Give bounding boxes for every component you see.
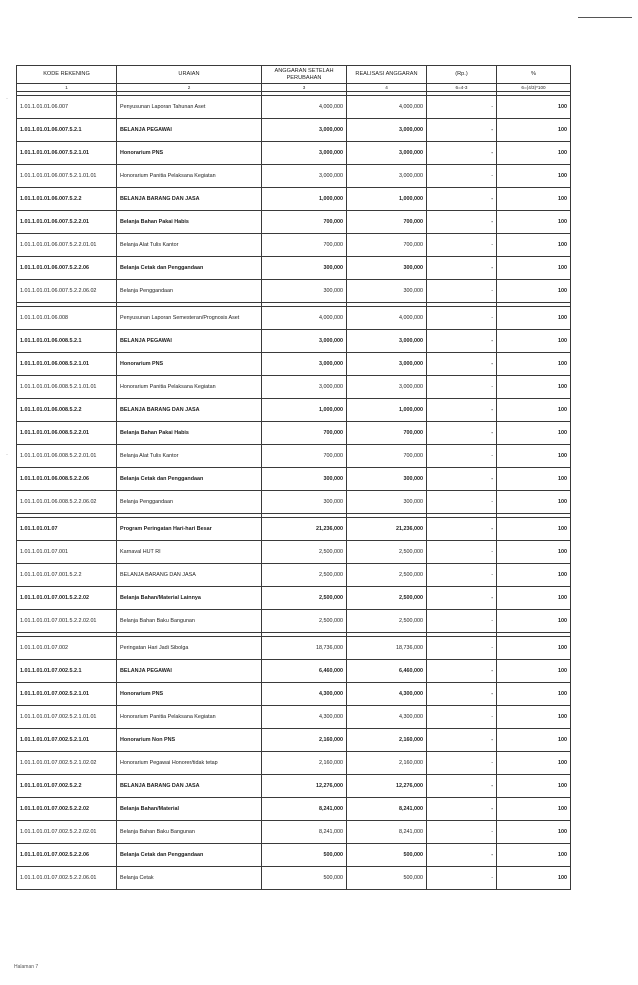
- cell-diff: -: [427, 564, 497, 587]
- cell-pct: 100: [497, 518, 571, 541]
- table-row: [17, 491, 571, 514]
- cell-budget: 3,000,000: [262, 165, 347, 188]
- cell-real: 2,160,000: [347, 752, 427, 775]
- cell-real: 12,276,000: [347, 775, 427, 798]
- cell-code: 1.01.1.01.01.07.002.5.2.1: [17, 660, 117, 683]
- cell-diff: -: [427, 610, 497, 633]
- table-row: [17, 376, 571, 399]
- cell-budget: 500,000: [262, 867, 347, 890]
- table-row: [17, 422, 571, 445]
- cell-pct: 100: [497, 660, 571, 683]
- cell-real: 1,000,000: [347, 188, 427, 211]
- cell-code: 1.01.1.01.01.07.002.5.2.2.02.01: [17, 821, 117, 844]
- cell-pct: 100: [497, 376, 571, 399]
- cell-budget: 12,276,000: [262, 775, 347, 798]
- table-row: [17, 844, 571, 867]
- cell-budget: 8,241,000: [262, 798, 347, 821]
- table-row: [17, 353, 571, 376]
- cell-code: 1.01.1.01.01.06.007.5.2.2.06.02: [17, 280, 117, 303]
- cell-desc: BELANJA PEGAWAI: [117, 660, 262, 683]
- cell-pct: 100: [497, 683, 571, 706]
- cell-diff: -: [427, 729, 497, 752]
- cell-desc: Honorarium Panitia Pelaksana Kegiatan: [117, 165, 262, 188]
- cell-budget: 1,000,000: [262, 399, 347, 422]
- cell-code: 1.01.1.01.01.07.002.5.2.2.06.01: [17, 867, 117, 890]
- cell-real: 4,000,000: [347, 96, 427, 119]
- cell-pct: 100: [497, 280, 571, 303]
- table-row: [17, 188, 571, 211]
- cell-pct: 100: [497, 188, 571, 211]
- cell-real: 3,000,000: [347, 330, 427, 353]
- cell-pct: 100: [497, 211, 571, 234]
- cell-budget: 300,000: [262, 491, 347, 514]
- table-row: [17, 637, 571, 660]
- cell-diff: -: [427, 376, 497, 399]
- cell-diff: -: [427, 280, 497, 303]
- table-row: [17, 142, 571, 165]
- table-row: [17, 867, 571, 890]
- table-row: [17, 706, 571, 729]
- cell-diff: -: [427, 445, 497, 468]
- cell-real: 300,000: [347, 468, 427, 491]
- cell-pct: 100: [497, 587, 571, 610]
- cell-real: 3,000,000: [347, 353, 427, 376]
- cell-real: 500,000: [347, 844, 427, 867]
- cell-pct: 100: [497, 142, 571, 165]
- cell-budget: 6,460,000: [262, 660, 347, 683]
- cell-budget: 8,241,000: [262, 821, 347, 844]
- cell-diff: -: [427, 660, 497, 683]
- cell-diff: -: [427, 211, 497, 234]
- cell-budget: 300,000: [262, 280, 347, 303]
- cell-code: 1.01.1.01.01.06.007.5.2.2.01: [17, 211, 117, 234]
- col-number: 6=4-3: [427, 84, 497, 92]
- table-row: [17, 775, 571, 798]
- cell-diff: -: [427, 330, 497, 353]
- cell-code: 1.01.1.01.01.06.007: [17, 96, 117, 119]
- cell-pct: 100: [497, 353, 571, 376]
- cell-budget: 4,000,000: [262, 96, 347, 119]
- table-row: [17, 683, 571, 706]
- cell-diff: -: [427, 96, 497, 119]
- cell-real: 700,000: [347, 445, 427, 468]
- header-anggaran: ANGGARAN SETELAH PERUBAHAN: [262, 66, 347, 84]
- cell-code: 1.01.1.01.01.06.008.5.2.2.06.02: [17, 491, 117, 514]
- cell-desc: Belanja Bahan Baku Bangunan: [117, 610, 262, 633]
- cell-code: 1.01.1.01.01.06.008.5.2.1.01: [17, 353, 117, 376]
- cell-desc: Honorarium Non PNS: [117, 729, 262, 752]
- cell-pct: 100: [497, 330, 571, 353]
- cell-desc: Program Peringatan Hari-hari Besar: [117, 518, 262, 541]
- cell-desc: Belanja Bahan Baku Bangunan: [117, 821, 262, 844]
- cell-code: 1.01.1.01.01.06.007.5.2.1.01.01: [17, 165, 117, 188]
- cell-pct: 100: [497, 798, 571, 821]
- cell-real: 8,241,000: [347, 821, 427, 844]
- table-row: [17, 119, 571, 142]
- table-row: [17, 821, 571, 844]
- cell-code: 1.01.1.01.01.06.008.5.2.2.06: [17, 468, 117, 491]
- cell-real: 4,300,000: [347, 683, 427, 706]
- cell-budget: 2,500,000: [262, 564, 347, 587]
- header-uraian: URAIAN: [117, 66, 262, 84]
- cell-diff: -: [427, 821, 497, 844]
- cell-diff: -: [427, 142, 497, 165]
- cell-diff: -: [427, 353, 497, 376]
- cell-desc: Belanja Bahan Pakai Habis: [117, 422, 262, 445]
- table-row: [17, 257, 571, 280]
- cell-desc: BELANJA PEGAWAI: [117, 119, 262, 142]
- cell-budget: 2,500,000: [262, 587, 347, 610]
- cell-pct: 100: [497, 257, 571, 280]
- table-row: [17, 729, 571, 752]
- cell-code: 1.01.1.01.01.07.002.5.2.1.02.02: [17, 752, 117, 775]
- cell-budget: 3,000,000: [262, 353, 347, 376]
- cell-real: 3,000,000: [347, 165, 427, 188]
- table-row: [17, 660, 571, 683]
- cell-desc: Peringatan Hari Jadi Sibolga: [117, 637, 262, 660]
- cell-real: 1,000,000: [347, 399, 427, 422]
- cell-budget: 2,500,000: [262, 610, 347, 633]
- table-row: [17, 96, 571, 119]
- cell-real: 700,000: [347, 422, 427, 445]
- cell-desc: BELANJA PEGAWAI: [117, 330, 262, 353]
- cell-budget: 21,236,000: [262, 518, 347, 541]
- cell-budget: 3,000,000: [262, 119, 347, 142]
- table-row: [17, 468, 571, 491]
- cell-real: 2,500,000: [347, 587, 427, 610]
- table-row: [17, 752, 571, 775]
- cell-pct: 100: [497, 706, 571, 729]
- cell-budget: 700,000: [262, 445, 347, 468]
- table-row: [17, 798, 571, 821]
- table-row: [17, 445, 571, 468]
- cell-budget: 2,160,000: [262, 752, 347, 775]
- cell-budget: 700,000: [262, 234, 347, 257]
- cell-real: 6,460,000: [347, 660, 427, 683]
- top-rule: [578, 17, 632, 18]
- table-row: [17, 564, 571, 587]
- scan-mark: ·: [6, 96, 8, 102]
- cell-diff: -: [427, 798, 497, 821]
- cell-diff: -: [427, 399, 497, 422]
- cell-desc: BELANJA BARANG DAN JASA: [117, 564, 262, 587]
- cell-pct: 100: [497, 96, 571, 119]
- cell-desc: Belanja Cetak dan Penggandaan: [117, 257, 262, 280]
- cell-desc: BELANJA BARANG DAN JASA: [117, 399, 262, 422]
- table-row: [17, 234, 571, 257]
- table-row: [17, 518, 571, 541]
- table-row: [17, 330, 571, 353]
- cell-diff: -: [427, 188, 497, 211]
- table-row: [17, 280, 571, 303]
- cell-diff: -: [427, 119, 497, 142]
- cell-desc: Honorarium Panitia Pelaksana Kegiatan: [117, 706, 262, 729]
- cell-real: 3,000,000: [347, 119, 427, 142]
- cell-budget: 3,000,000: [262, 376, 347, 399]
- cell-budget: 4,000,000: [262, 307, 347, 330]
- cell-diff: -: [427, 468, 497, 491]
- cell-desc: BELANJA BARANG DAN JASA: [117, 188, 262, 211]
- cell-diff: -: [427, 844, 497, 867]
- cell-diff: -: [427, 752, 497, 775]
- cell-real: 2,500,000: [347, 610, 427, 633]
- cell-real: 300,000: [347, 280, 427, 303]
- col-number: 3: [262, 84, 347, 92]
- budget-realization-table: [16, 65, 570, 890]
- cell-code: 1.01.1.01.01.07.002: [17, 637, 117, 660]
- cell-diff: -: [427, 867, 497, 890]
- cell-diff: -: [427, 518, 497, 541]
- cell-budget: 18,736,000: [262, 637, 347, 660]
- cell-desc: Belanja Penggandaan: [117, 491, 262, 514]
- cell-desc: Karnaval HUT RI: [117, 541, 262, 564]
- cell-pct: 100: [497, 844, 571, 867]
- cell-pct: 100: [497, 610, 571, 633]
- cell-pct: 100: [497, 165, 571, 188]
- cell-diff: -: [427, 541, 497, 564]
- cell-diff: -: [427, 165, 497, 188]
- cell-desc: Belanja Penggandaan: [117, 280, 262, 303]
- cell-code: 1.01.1.01.01.07.001.5.2.2: [17, 564, 117, 587]
- cell-desc: Honorarium PNS: [117, 353, 262, 376]
- cell-diff: -: [427, 491, 497, 514]
- cell-pct: 100: [497, 729, 571, 752]
- col-number: 6=(4/3)*100: [497, 84, 571, 92]
- cell-desc: Belanja Bahan/Material Lainnya: [117, 587, 262, 610]
- col-number: 4: [347, 84, 427, 92]
- cell-desc: Belanja Alat Tulis Kantor: [117, 445, 262, 468]
- cell-pct: 100: [497, 234, 571, 257]
- cell-code: 1.01.1.01.01.06.008.5.2.2: [17, 399, 117, 422]
- cell-desc: Belanja Bahan/Material: [117, 798, 262, 821]
- cell-budget: 3,000,000: [262, 142, 347, 165]
- cell-pct: 100: [497, 399, 571, 422]
- cell-code: 1.01.1.01.01.07: [17, 518, 117, 541]
- cell-budget: 4,300,000: [262, 683, 347, 706]
- cell-code: 1.01.1.01.01.06.007.5.2.1: [17, 119, 117, 142]
- cell-pct: 100: [497, 468, 571, 491]
- header-percent: %: [497, 66, 571, 84]
- cell-budget: 500,000: [262, 844, 347, 867]
- scan-mark: ·: [6, 452, 8, 458]
- table-row: [17, 165, 571, 188]
- cell-desc: Belanja Cetak dan Penggandaan: [117, 844, 262, 867]
- cell-desc: Belanja Cetak: [117, 867, 262, 890]
- cell-desc: Honorarium Pegawai Honorer/tidak tetap: [117, 752, 262, 775]
- cell-diff: -: [427, 307, 497, 330]
- cell-budget: 1,000,000: [262, 188, 347, 211]
- table-row: [17, 307, 571, 330]
- cell-real: 2,500,000: [347, 541, 427, 564]
- cell-code: 1.01.1.01.01.06.008.5.2.1: [17, 330, 117, 353]
- cell-pct: 100: [497, 775, 571, 798]
- cell-real: 2,160,000: [347, 729, 427, 752]
- cell-code: 1.01.1.01.01.06.008.5.2.1.01.01: [17, 376, 117, 399]
- cell-pct: 100: [497, 564, 571, 587]
- cell-diff: -: [427, 257, 497, 280]
- cell-real: 500,000: [347, 867, 427, 890]
- cell-code: 1.01.1.01.01.07.002.5.2.1.01: [17, 729, 117, 752]
- header-rp: (Rp.): [427, 66, 497, 84]
- table-row: [17, 541, 571, 564]
- cell-pct: 100: [497, 445, 571, 468]
- cell-real: 3,000,000: [347, 142, 427, 165]
- cell-code: 1.01.1.01.01.07.002.5.2.1.01: [17, 683, 117, 706]
- cell-desc: Penyusunan Laporan Tahunan Aset: [117, 96, 262, 119]
- cell-desc: BELANJA BARANG DAN JASA: [117, 775, 262, 798]
- table-body: [17, 92, 571, 890]
- cell-desc: Honorarium PNS: [117, 683, 262, 706]
- cell-pct: 100: [497, 821, 571, 844]
- cell-pct: 100: [497, 867, 571, 890]
- cell-code: 1.01.1.01.01.06.007.5.2.2.01.01: [17, 234, 117, 257]
- cell-budget: 4,300,000: [262, 706, 347, 729]
- cell-budget: 2,500,000: [262, 541, 347, 564]
- table-row: [17, 399, 571, 422]
- cell-diff: -: [427, 683, 497, 706]
- cell-code: 1.01.1.01.01.06.007.5.2.1.01: [17, 142, 117, 165]
- cell-code: 1.01.1.01.01.06.007.5.2.2: [17, 188, 117, 211]
- header-kode-rekening: KODE REKENING: [17, 66, 117, 84]
- cell-budget: 300,000: [262, 468, 347, 491]
- cell-code: 1.01.1.01.01.07.002.5.2.2: [17, 775, 117, 798]
- cell-code: 1.01.1.01.01.07.002.5.2.1.01.01: [17, 706, 117, 729]
- cell-pct: 100: [497, 307, 571, 330]
- cell-budget: 2,160,000: [262, 729, 347, 752]
- cell-real: 4,000,000: [347, 307, 427, 330]
- header-realisasi: REALISASI ANGGARAN: [347, 66, 427, 84]
- cell-desc: Honorarium Panitia Pelaksana Kegiatan: [117, 376, 262, 399]
- table-row: [17, 610, 571, 633]
- cell-code: 1.01.1.01.01.07.002.5.2.2.06: [17, 844, 117, 867]
- cell-pct: 100: [497, 637, 571, 660]
- cell-pct: 100: [497, 752, 571, 775]
- cell-pct: 100: [497, 422, 571, 445]
- cell-real: 3,000,000: [347, 376, 427, 399]
- cell-pct: 100: [497, 119, 571, 142]
- cell-code: 1.01.1.01.01.06.007.5.2.2.06: [17, 257, 117, 280]
- cell-diff: -: [427, 422, 497, 445]
- cell-pct: 100: [497, 541, 571, 564]
- cell-code: 1.01.1.01.01.06.008.5.2.2.01.01: [17, 445, 117, 468]
- cell-real: 300,000: [347, 257, 427, 280]
- cell-budget: 700,000: [262, 211, 347, 234]
- cell-code: 1.01.1.01.01.07.001: [17, 541, 117, 564]
- cell-code: 1.01.1.01.01.07.001.5.2.2.02: [17, 587, 117, 610]
- col-number: 1: [17, 84, 117, 92]
- cell-code: 1.01.1.01.01.06.008.5.2.2.01: [17, 422, 117, 445]
- cell-real: 21,236,000: [347, 518, 427, 541]
- cell-real: 300,000: [347, 491, 427, 514]
- cell-desc: Honorarium PNS: [117, 142, 262, 165]
- cell-real: 4,300,000: [347, 706, 427, 729]
- cell-code: 1.01.1.01.01.06.008: [17, 307, 117, 330]
- cell-desc: Belanja Bahan Pakai Habis: [117, 211, 262, 234]
- cell-desc: Belanja Alat Tulis Kantor: [117, 234, 262, 257]
- col-number: 2: [117, 84, 262, 92]
- cell-budget: 700,000: [262, 422, 347, 445]
- cell-code: 1.01.1.01.01.07.001.5.2.2.02.01: [17, 610, 117, 633]
- cell-budget: 300,000: [262, 257, 347, 280]
- cell-desc: Belanja Cetak dan Penggandaan: [117, 468, 262, 491]
- cell-budget: 3,000,000: [262, 330, 347, 353]
- cell-diff: -: [427, 234, 497, 257]
- table-row: [17, 587, 571, 610]
- page-number: Halaman 7: [14, 964, 39, 970]
- cell-real: 700,000: [347, 211, 427, 234]
- cell-real: 18,736,000: [347, 637, 427, 660]
- cell-diff: -: [427, 706, 497, 729]
- cell-desc: Penyusunan Laporan Semesteran/Prognosis Aset: [117, 307, 262, 330]
- table-row: [17, 211, 571, 234]
- cell-diff: -: [427, 775, 497, 798]
- cell-diff: -: [427, 637, 497, 660]
- cell-real: 700,000: [347, 234, 427, 257]
- cell-diff: -: [427, 587, 497, 610]
- cell-code: 1.01.1.01.01.07.002.5.2.2.02: [17, 798, 117, 821]
- cell-pct: 100: [497, 491, 571, 514]
- cell-real: 2,500,000: [347, 564, 427, 587]
- cell-real: 8,241,000: [347, 798, 427, 821]
